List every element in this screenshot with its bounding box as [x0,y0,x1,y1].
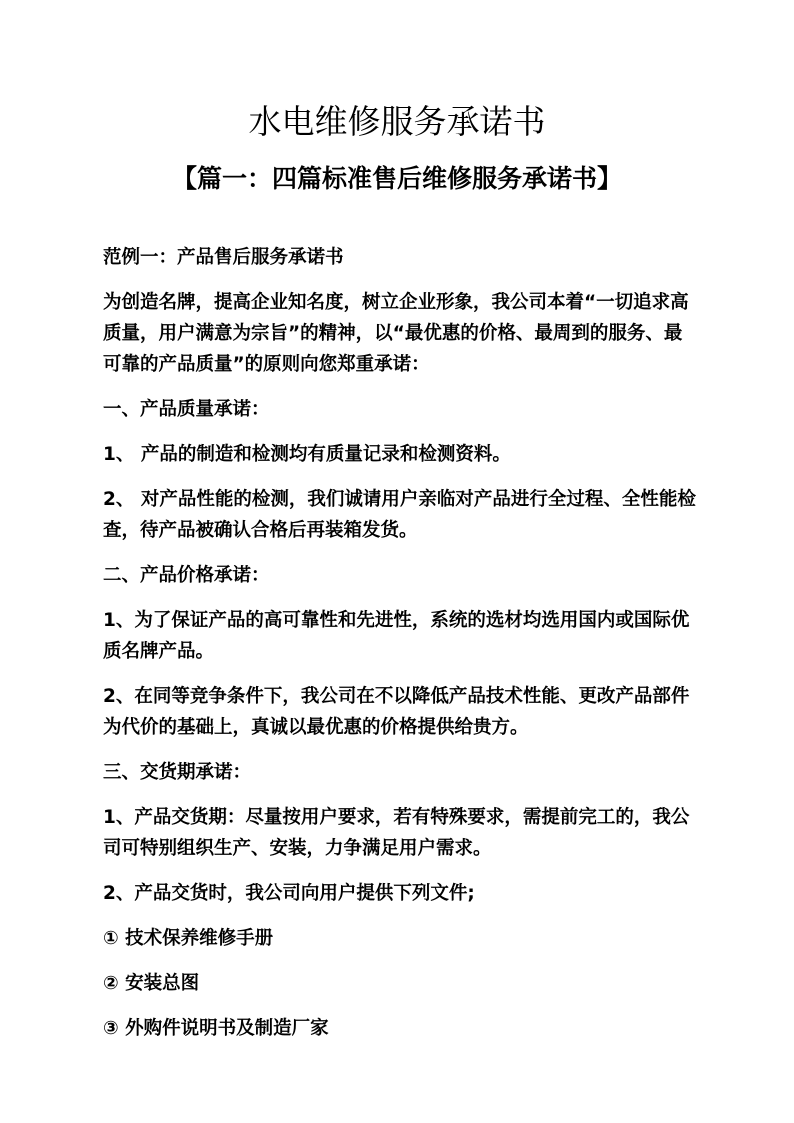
section-heading-delivery: 三、交货期承诺： [103,762,252,783]
intro-paragraph: 为创造名牌，提高企业知名度，树立企业形象，我公司本着“一切追求高质量，用户满意为宗旨”的精神，以“最优惠的价格、最周到的服务、最可靠的产品质量”的原则向您郑重承诺： [103,292,689,375]
document-body [97,242,697,1058]
document-list-item-1: ① 技术保养维修手册 [103,928,274,949]
delivery-item-1: 1、产品交货期：尽量按用户要求，若有特殊要求，需提前完工的，我公司可特别组织生产、安装，力争满足用户需求。 [103,807,690,859]
price-item-1: 1、为了保证产品的高可靠性和先进性，系统的选材均选用国内或国际优质名牌产品。 [103,610,690,662]
document-list-item-2: ② 安装总图 [103,973,200,994]
price-item-2: 2、在同等竞争条件下，我公司在不以降低产品技术性能、更改产品部件为代价的基础上，真诚以最优惠的价格提供给贵方。 [103,686,690,738]
quality-item-1: 1、 产品的制造和检测均有质量记录和检测资料。 [103,444,511,465]
section-heading-quality: 一、产品质量承诺： [103,399,270,420]
quality-item-2: 2、 对产品性能的检测，我们诚请用户亲临对产品进行全过程、全性能检查，待产品被确认合格后再装箱发货。 [103,489,696,541]
document-title: 水电维修服务承诺书 [248,102,546,141]
delivery-item-2: 2、产品交货时，我公司向用户提供下列文件; [103,883,475,904]
example-heading: 范例一：产品售后服务承诺书 [103,247,344,268]
document-list-item-3: ③ 外购件说明书及制造厂家 [103,1018,329,1039]
section-heading-price: 二、产品价格承诺： [103,565,270,586]
document-subtitle: 【篇一：四篇标准售后维修服务承诺书】 [171,164,622,193]
